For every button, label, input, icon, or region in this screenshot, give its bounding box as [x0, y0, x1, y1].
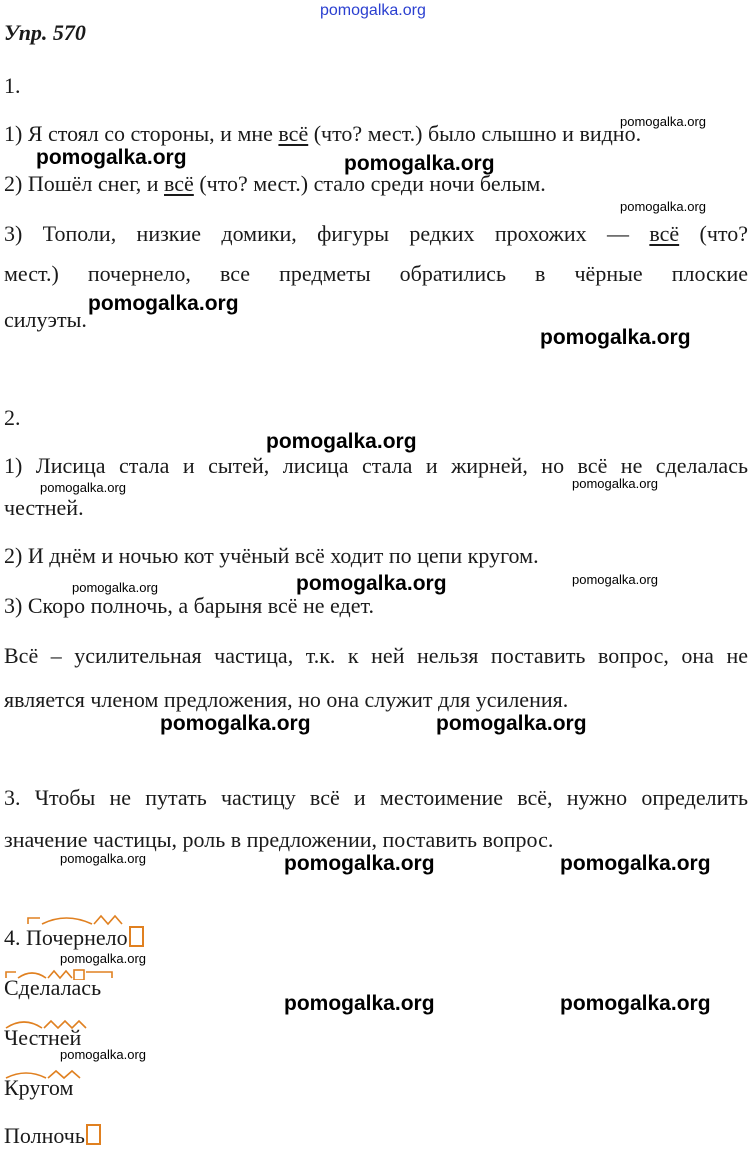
- watermark-small: pomogalka.org: [40, 480, 126, 495]
- s2-text-pre: 2) Пошёл снег, и: [4, 171, 165, 196]
- exercise-title: Упр. 570: [4, 20, 86, 45]
- s1-text-pre: 1) Я стоял со стороны, и мне: [4, 121, 279, 146]
- section2-sentence1-line2: честней.: [4, 495, 84, 520]
- s3-text-pre: 3) Тополи, низкие домики, фигуры редких прохожих —: [4, 221, 650, 246]
- section1-sentence3-line3: силуэты.: [4, 307, 87, 332]
- s2-underlined: всё: [164, 171, 194, 196]
- watermark: pomogalka.org: [266, 430, 417, 453]
- watermark-top: pomogalka.org: [320, 2, 426, 19]
- section3-line1: 3. Чтобы не путать частицу всё и местоимение всё, нужно определить: [4, 785, 748, 810]
- section1-number: 1.: [4, 73, 21, 98]
- section4-number: 4.: [4, 925, 21, 950]
- watermark-small: pomogalka.org: [60, 851, 146, 866]
- watermark-small: pomogalka.org: [72, 580, 158, 595]
- ending-zero-box-polnoch: [86, 1124, 101, 1145]
- watermark-small: pomogalka.org: [620, 114, 706, 129]
- ending-zero-box: [129, 926, 144, 947]
- section2-sentence2: 2) И днём и ночью кот учёный всё ходит по цепи кругом.: [4, 543, 539, 568]
- watermark: pomogalka.org: [436, 712, 587, 735]
- section1-sentence3-line2: мест.) почернело, все предметы обратились в чёрные плоские: [4, 261, 748, 286]
- s2-text-post: (что? мест.) стало среди ночи белым.: [193, 171, 546, 196]
- word-krugom: [4, 1074, 73, 1102]
- watermark: pomogalka.org: [560, 852, 711, 875]
- watermark-small: pomogalka.org: [60, 951, 146, 966]
- word-polnoch-text: Полночь: [4, 1123, 85, 1148]
- word-sdelalas: [4, 974, 101, 1002]
- watermark-small: pomogalka.org: [620, 199, 706, 214]
- watermark-small: pomogalka.org: [60, 1047, 146, 1062]
- section1-sentence3-line1: [4, 220, 748, 248]
- section2-explanation-line1: Всё – усилительная частица, т.к. к ней нельзя поставить вопрос, она не: [4, 643, 748, 668]
- section1-sentence1: [4, 120, 641, 148]
- s3-text-post: (что?: [679, 221, 748, 246]
- watermark: pomogalka.org: [284, 852, 435, 875]
- section2-sentence1-line1: 1) Лисица стала и сытей, лисица стала и жирней, но всё не сделалась: [4, 453, 748, 478]
- watermark: pomogalka.org: [296, 572, 447, 595]
- s3-underlined: всё: [649, 221, 680, 246]
- watermark: pomogalka.org: [284, 992, 435, 1015]
- watermark: pomogalka.org: [344, 152, 495, 175]
- word-chestney-text: Честней: [4, 1025, 82, 1050]
- watermark: pomogalka.org: [560, 992, 711, 1015]
- watermark: pomogalka.org: [540, 326, 691, 349]
- word-pochernelo-text: Почернело: [26, 925, 128, 950]
- word-krugom-text: Кругом: [4, 1075, 74, 1100]
- watermark: pomogalka.org: [36, 146, 187, 169]
- watermark: pomogalka.org: [160, 712, 311, 735]
- watermark-small: pomogalka.org: [572, 476, 658, 491]
- section3-line2: значение частицы, роль в предложении, поставить вопрос.: [4, 827, 554, 852]
- watermark: pomogalka.org: [88, 292, 239, 315]
- s1-text-post: (что? мест.) было слышно и видно.: [308, 121, 642, 146]
- word-sdelalas-text: Сделалась: [4, 975, 102, 1000]
- word-polnoch: [4, 1122, 101, 1150]
- section2-explanation-line2: является членом предложения, но она служит для усиления.: [4, 687, 569, 712]
- word-pochernelo: [26, 924, 144, 952]
- s1-underlined: всё: [278, 121, 309, 146]
- watermark-small: pomogalka.org: [572, 572, 658, 587]
- section2-number: 2.: [4, 405, 21, 430]
- section2-sentence3: 3) Скоро полночь, а барыня всё не едет.: [4, 593, 374, 618]
